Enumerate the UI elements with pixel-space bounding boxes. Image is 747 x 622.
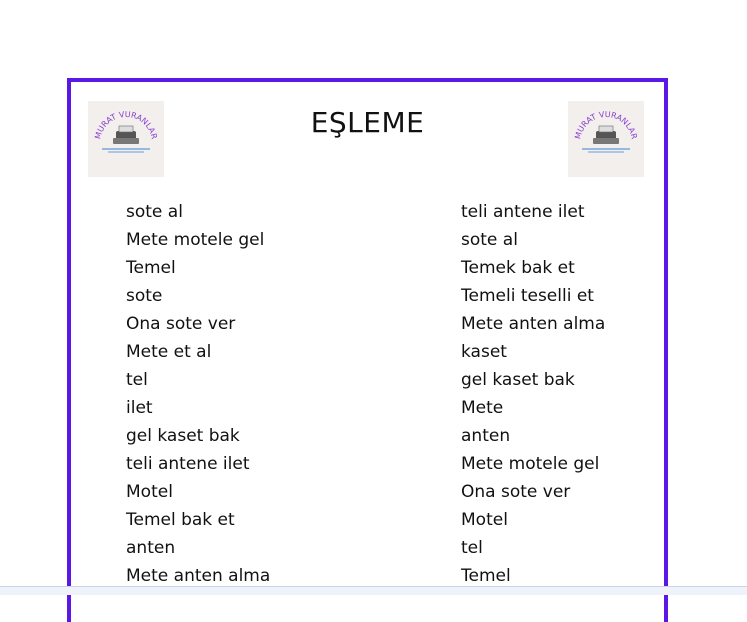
list-item: Ona sote ver [461,482,571,502]
list-item: sote al [126,202,183,222]
list-item: ilet [126,398,153,418]
list-item: sote al [461,230,518,250]
list-item: Mete motele gel [126,230,265,250]
left-word-list [126,198,270,590]
list-item: Motel [126,482,173,502]
list-item: sote [126,286,163,306]
typewriter-icon [568,101,644,177]
list-item: Temel [461,566,511,586]
list-item: Temel bak et [126,510,235,530]
list-item: Temeli teselli et [461,286,594,306]
list-item: Temek bak et [461,258,575,278]
right-word-list [461,198,605,590]
svg-text:MURAT VURANLAR: MURAT VURANLAR [93,109,159,140]
svg-text:MURAT VURANLAR: MURAT VURANLAR [573,109,639,140]
list-item: gel kaset bak [461,370,575,390]
list-item: Temel [126,258,176,278]
list-item: kaset [461,342,507,362]
list-item: teli antene ilet [126,454,250,474]
page-title: EŞLEME [310,106,425,139]
list-item: Mete [461,398,504,418]
list-item: anten [461,426,511,446]
list-item: Mete et al [126,342,212,362]
list-item: Mete anten alma [461,314,606,334]
worksheet [67,78,668,622]
list-item: Mete anten alma [126,566,271,586]
list-item: Mete motele gel [461,454,600,474]
list-item: gel kaset bak [126,426,240,446]
logo-right [568,101,644,177]
list-item: Motel [461,510,508,530]
list-item: anten [126,538,176,558]
list-item: Ona sote ver [126,314,236,334]
list-item: tel [461,538,483,558]
list-item: teli antene ilet [461,202,585,222]
list-item: tel [126,370,148,390]
